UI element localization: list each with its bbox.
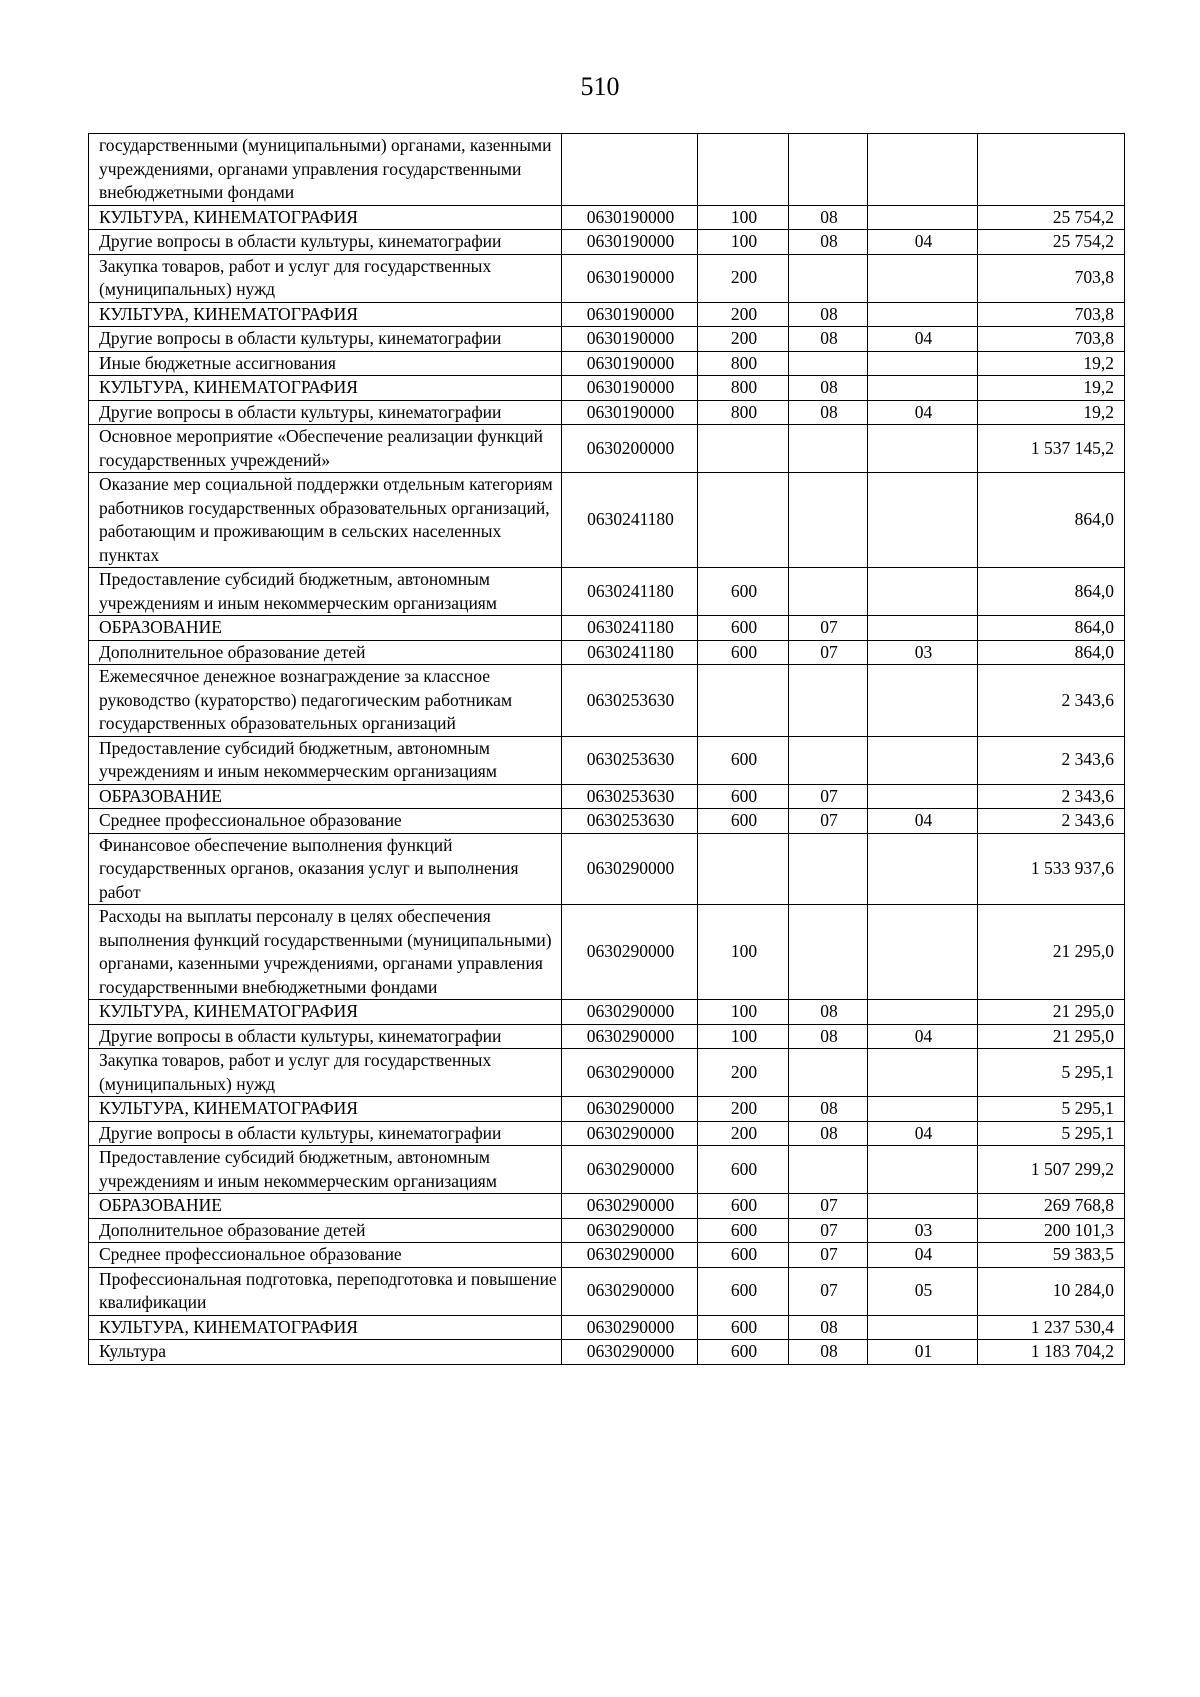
target-code-cell: 0630290000 [562, 1340, 698, 1365]
expense-type-cell: 600 [698, 736, 789, 784]
section-cell: 07 [789, 1267, 868, 1315]
section-cell: 07 [789, 640, 868, 665]
target-code-cell: 0630290000 [562, 1267, 698, 1315]
section-cell [789, 665, 868, 737]
amount-cell: 1 237 530,4 [978, 1315, 1125, 1340]
section-cell: 07 [789, 616, 868, 641]
target-code-cell: 0630253630 [562, 784, 698, 809]
subsection-cell [868, 376, 978, 401]
section-cell: 08 [789, 1121, 868, 1146]
table-row [89, 254, 1125, 302]
table-row [89, 1000, 1125, 1025]
expense-type-cell: 600 [698, 1194, 789, 1219]
section-cell [789, 736, 868, 784]
target-code-cell [562, 134, 698, 206]
table-row [89, 784, 1125, 809]
section-cell: 08 [789, 1097, 868, 1122]
target-code-cell: 0630200000 [562, 425, 698, 473]
expense-type-cell [698, 665, 789, 737]
subsection-cell [868, 1049, 978, 1097]
section-cell [789, 425, 868, 473]
amount-cell: 19,2 [978, 351, 1125, 376]
target-code-cell: 0630290000 [562, 1097, 698, 1122]
subsection-cell [868, 1315, 978, 1340]
target-code-cell: 0630253630 [562, 809, 698, 834]
section-cell [789, 568, 868, 616]
table-row [89, 1340, 1125, 1365]
target-code-cell: 0630241180 [562, 568, 698, 616]
expense-name-cell: Среднее профессиональное образование [89, 1243, 562, 1268]
expense-type-cell: 100 [698, 1000, 789, 1025]
expense-name-cell: Предоставление субсидий бюджетным, автономным учреждениям и иным некоммерческим организациям [89, 736, 562, 784]
expense-name-cell: Профессиональная подготовка, переподготовка и повышение квалификации [89, 1267, 562, 1315]
amount-cell [978, 134, 1125, 206]
section-cell: 07 [789, 1243, 868, 1268]
table-row [89, 400, 1125, 425]
subsection-cell [868, 425, 978, 473]
table-row [89, 616, 1125, 641]
expense-type-cell: 100 [698, 905, 789, 1000]
target-code-cell: 0630290000 [562, 905, 698, 1000]
target-code-cell: 0630241180 [562, 473, 698, 568]
subsection-cell [868, 784, 978, 809]
expense-type-cell: 200 [698, 327, 789, 352]
amount-cell: 864,0 [978, 640, 1125, 665]
target-code-cell: 0630253630 [562, 665, 698, 737]
subsection-cell [868, 568, 978, 616]
expense-type-cell: 600 [698, 1146, 789, 1194]
subsection-cell [868, 473, 978, 568]
expense-name-cell: Закупка товаров, работ и услуг для государственных (муниципальных) нужд [89, 254, 562, 302]
target-code-cell: 0630290000 [562, 1000, 698, 1025]
expense-type-cell [698, 833, 789, 905]
section-cell: 08 [789, 376, 868, 401]
section-cell [789, 905, 868, 1000]
target-code-cell: 0630290000 [562, 1049, 698, 1097]
amount-cell: 21 295,0 [978, 1000, 1125, 1025]
expense-name-cell: КУЛЬТУРА, КИНЕМАТОГРАФИЯ [89, 205, 562, 230]
table-row [89, 1121, 1125, 1146]
amount-cell: 21 295,0 [978, 1024, 1125, 1049]
subsection-cell [868, 302, 978, 327]
amount-cell: 10 284,0 [978, 1267, 1125, 1315]
subsection-cell [868, 1097, 978, 1122]
amount-cell: 1 537 145,2 [978, 425, 1125, 473]
subsection-cell [868, 1146, 978, 1194]
expense-type-cell: 600 [698, 640, 789, 665]
subsection-cell: 04 [868, 1024, 978, 1049]
table-row [89, 302, 1125, 327]
section-cell: 07 [789, 809, 868, 834]
expense-name-cell: Основное мероприятие «Обеспечение реализации функций государственных учреждений» [89, 425, 562, 473]
subsection-cell [868, 1194, 978, 1219]
section-cell: 08 [789, 1340, 868, 1365]
expense-name-cell: Дополнительное образование детей [89, 640, 562, 665]
table-row [89, 230, 1125, 255]
section-cell [789, 833, 868, 905]
amount-cell: 864,0 [978, 616, 1125, 641]
section-cell: 07 [789, 784, 868, 809]
expense-name-cell: Ежемесячное денежное вознаграждение за классное руководство (кураторство) педагогическим работникам государственных образовательных организаций [89, 665, 562, 737]
subsection-cell [868, 1000, 978, 1025]
expense-name-cell: Дополнительное образование детей [89, 1218, 562, 1243]
target-code-cell: 0630190000 [562, 376, 698, 401]
expense-name-cell: государственными (муниципальными) органами, казенными учреждениями, органами управления государственными внебюджетными фондами [89, 134, 562, 206]
table-row [89, 376, 1125, 401]
subsection-cell [868, 254, 978, 302]
amount-cell: 25 754,2 [978, 230, 1125, 255]
table-row [89, 205, 1125, 230]
expense-type-cell: 600 [698, 616, 789, 641]
section-cell: 07 [789, 1194, 868, 1219]
amount-cell: 5 295,1 [978, 1121, 1125, 1146]
subsection-cell: 04 [868, 1121, 978, 1146]
target-code-cell: 0630190000 [562, 254, 698, 302]
section-cell: 07 [789, 1218, 868, 1243]
subsection-cell: 04 [868, 809, 978, 834]
section-cell: 08 [789, 1024, 868, 1049]
expense-name-cell: Другие вопросы в области культуры, кинематографии [89, 1024, 562, 1049]
table-row [89, 1243, 1125, 1268]
subsection-cell: 04 [868, 327, 978, 352]
target-code-cell: 0630190000 [562, 230, 698, 255]
amount-cell: 19,2 [978, 376, 1125, 401]
expense-type-cell: 600 [698, 784, 789, 809]
amount-cell: 1 507 299,2 [978, 1146, 1125, 1194]
target-code-cell: 0630190000 [562, 302, 698, 327]
expense-name-cell: КУЛЬТУРА, КИНЕМАТОГРАФИЯ [89, 302, 562, 327]
subsection-cell [868, 833, 978, 905]
amount-cell: 1 533 937,6 [978, 833, 1125, 905]
amount-cell: 703,8 [978, 327, 1125, 352]
expense-type-cell: 100 [698, 230, 789, 255]
expense-name-cell: Предоставление субсидий бюджетным, автономным учреждениям и иным некоммерческим организациям [89, 568, 562, 616]
target-code-cell: 0630190000 [562, 205, 698, 230]
amount-cell: 5 295,1 [978, 1097, 1125, 1122]
section-cell: 08 [789, 327, 868, 352]
target-code-cell: 0630253630 [562, 736, 698, 784]
amount-cell: 59 383,5 [978, 1243, 1125, 1268]
amount-cell: 19,2 [978, 400, 1125, 425]
target-code-cell: 0630290000 [562, 1218, 698, 1243]
subsection-cell: 03 [868, 640, 978, 665]
table-row [89, 568, 1125, 616]
amount-cell: 864,0 [978, 473, 1125, 568]
expense-type-cell: 200 [698, 1097, 789, 1122]
expense-name-cell: КУЛЬТУРА, КИНЕМАТОГРАФИЯ [89, 1097, 562, 1122]
table-row [89, 736, 1125, 784]
amount-cell: 1 183 704,2 [978, 1340, 1125, 1365]
target-code-cell: 0630190000 [562, 327, 698, 352]
target-code-cell: 0630290000 [562, 1243, 698, 1268]
expense-name-cell: ОБРАЗОВАНИЕ [89, 616, 562, 641]
expense-name-cell: ОБРАЗОВАНИЕ [89, 1194, 562, 1219]
target-code-cell: 0630190000 [562, 400, 698, 425]
expense-type-cell [698, 425, 789, 473]
subsection-cell [868, 134, 978, 206]
target-code-cell: 0630290000 [562, 1146, 698, 1194]
section-cell: 08 [789, 400, 868, 425]
expense-type-cell: 600 [698, 568, 789, 616]
expense-type-cell: 200 [698, 302, 789, 327]
table-row [89, 905, 1125, 1000]
expense-name-cell: Культура [89, 1340, 562, 1365]
expense-type-cell: 800 [698, 351, 789, 376]
amount-cell: 2 343,6 [978, 736, 1125, 784]
section-cell: 08 [789, 1000, 868, 1025]
expense-name-cell: Среднее профессиональное образование [89, 809, 562, 834]
expense-type-cell: 600 [698, 1340, 789, 1365]
expense-name-cell: Другие вопросы в области культуры, кинематографии [89, 230, 562, 255]
expense-name-cell: Иные бюджетные ассигнования [89, 351, 562, 376]
expense-type-cell: 600 [698, 1218, 789, 1243]
section-cell: 08 [789, 205, 868, 230]
expense-type-cell: 200 [698, 1121, 789, 1146]
expense-name-cell: КУЛЬТУРА, КИНЕМАТОГРАФИЯ [89, 376, 562, 401]
subsection-cell [868, 905, 978, 1000]
amount-cell: 703,8 [978, 254, 1125, 302]
table-row [89, 327, 1125, 352]
target-code-cell: 0630290000 [562, 1194, 698, 1219]
amount-cell: 5 295,1 [978, 1049, 1125, 1097]
section-cell [789, 1146, 868, 1194]
amount-cell: 864,0 [978, 568, 1125, 616]
table-row [89, 1146, 1125, 1194]
amount-cell: 25 754,2 [978, 205, 1125, 230]
subsection-cell: 01 [868, 1340, 978, 1365]
table-row [89, 351, 1125, 376]
subsection-cell [868, 205, 978, 230]
amount-cell: 200 101,3 [978, 1218, 1125, 1243]
table-row [89, 425, 1125, 473]
expense-type-cell: 600 [698, 1243, 789, 1268]
section-cell: 08 [789, 230, 868, 255]
expense-type-cell: 800 [698, 400, 789, 425]
table-row [89, 1218, 1125, 1243]
table-row [89, 1024, 1125, 1049]
target-code-cell: 0630290000 [562, 833, 698, 905]
expense-type-cell: 200 [698, 1049, 789, 1097]
expense-type-cell [698, 134, 789, 206]
table-row [89, 1315, 1125, 1340]
table-row [89, 809, 1125, 834]
target-code-cell: 0630241180 [562, 616, 698, 641]
target-code-cell: 0630241180 [562, 640, 698, 665]
amount-cell: 703,8 [978, 302, 1125, 327]
section-cell: 08 [789, 302, 868, 327]
expense-name-cell: Другие вопросы в области культуры, кинематографии [89, 400, 562, 425]
expense-type-cell: 100 [698, 205, 789, 230]
expense-name-cell: Финансовое обеспечение выполнения функций государственных органов, оказания услуг и выполнения работ [89, 833, 562, 905]
table-row [89, 665, 1125, 737]
subsection-cell [868, 616, 978, 641]
section-cell [789, 473, 868, 568]
amount-cell: 2 343,6 [978, 784, 1125, 809]
expense-name-cell: Расходы на выплаты персоналу в целях обеспечения выполнения функций государственными (муниципальными) органами, казенными учреждениями, органами управления государственными внебюджетными фондами [89, 905, 562, 1000]
target-code-cell: 0630190000 [562, 351, 698, 376]
expense-type-cell: 200 [698, 254, 789, 302]
target-code-cell: 0630290000 [562, 1121, 698, 1146]
page-number: 510 [580, 72, 620, 101]
expense-type-cell: 800 [698, 376, 789, 401]
expense-name-cell: Предоставление субсидий бюджетным, автономным учреждениям и иным некоммерческим организациям [89, 1146, 562, 1194]
amount-cell: 2 343,6 [978, 665, 1125, 737]
amount-cell: 269 768,8 [978, 1194, 1125, 1219]
expense-type-cell [698, 473, 789, 568]
expense-name-cell: Закупка товаров, работ и услуг для государственных (муниципальных) нужд [89, 1049, 562, 1097]
section-cell [789, 1049, 868, 1097]
subsection-cell: 05 [868, 1267, 978, 1315]
table-row [89, 473, 1125, 568]
expense-type-cell: 600 [698, 809, 789, 834]
section-cell: 08 [789, 1315, 868, 1340]
budget-table-body [89, 134, 1125, 1365]
table-row [89, 1267, 1125, 1315]
table-row [89, 1049, 1125, 1097]
table-row [89, 1097, 1125, 1122]
table-row [89, 134, 1125, 206]
budget-table [88, 133, 1125, 1365]
amount-cell: 2 343,6 [978, 809, 1125, 834]
section-cell [789, 351, 868, 376]
expense-name-cell: Другие вопросы в области культуры, кинематографии [89, 327, 562, 352]
target-code-cell: 0630290000 [562, 1024, 698, 1049]
subsection-cell [868, 736, 978, 784]
expense-name-cell: КУЛЬТУРА, КИНЕМАТОГРАФИЯ [89, 1315, 562, 1340]
subsection-cell: 03 [868, 1218, 978, 1243]
table-row [89, 1194, 1125, 1219]
expense-name-cell: Другие вопросы в области культуры, кинематографии [89, 1121, 562, 1146]
table-row [89, 640, 1125, 665]
subsection-cell: 04 [868, 400, 978, 425]
subsection-cell: 04 [868, 1243, 978, 1268]
subsection-cell [868, 351, 978, 376]
expense-name-cell: ОБРАЗОВАНИЕ [89, 784, 562, 809]
expense-name-cell: Оказание мер социальной поддержки отдельным категориям работников государственных образовательных организаций, работающим и проживающим в сельских населенных пунктах [89, 473, 562, 568]
expense-type-cell: 100 [698, 1024, 789, 1049]
expense-type-cell: 600 [698, 1267, 789, 1315]
table-row [89, 833, 1125, 905]
expense-type-cell: 600 [698, 1315, 789, 1340]
amount-cell: 21 295,0 [978, 905, 1125, 1000]
section-cell [789, 254, 868, 302]
expense-name-cell: КУЛЬТУРА, КИНЕМАТОГРАФИЯ [89, 1000, 562, 1025]
section-cell [789, 134, 868, 206]
subsection-cell: 04 [868, 230, 978, 255]
subsection-cell [868, 665, 978, 737]
target-code-cell: 0630290000 [562, 1315, 698, 1340]
